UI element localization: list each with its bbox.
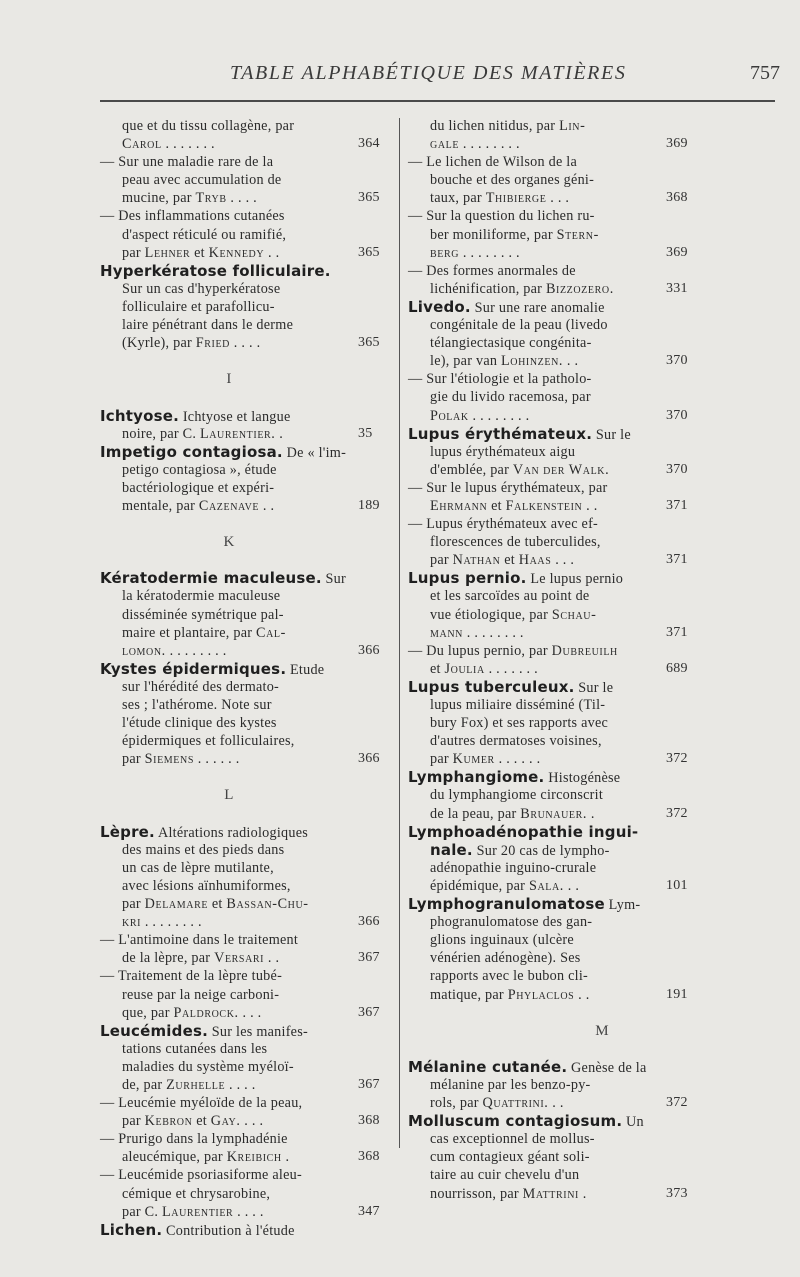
index-line bbox=[408, 1076, 796, 1094]
index-text: cémique et chrysarobine, bbox=[122, 1185, 271, 1202]
index-line bbox=[408, 624, 796, 642]
index-line bbox=[100, 461, 358, 479]
index-line bbox=[408, 660, 796, 678]
index-text: — Des inflammations cutanées bbox=[100, 208, 285, 225]
index-headword: Ichtyose. bbox=[100, 406, 180, 425]
index-text: lupus miliaire disséminé (Til- bbox=[430, 697, 606, 713]
index-line bbox=[100, 1130, 358, 1148]
index-line bbox=[100, 334, 380, 352]
index-line bbox=[100, 407, 358, 425]
index-page-number: 366 bbox=[358, 642, 380, 658]
index-text: bactériologique et expéri- bbox=[122, 479, 275, 496]
column-divider bbox=[399, 118, 400, 1148]
index-line bbox=[100, 877, 358, 895]
section-gap bbox=[100, 551, 358, 569]
index-headword: Kératodermie maculeuse. bbox=[100, 569, 322, 588]
index-headword: Livedo. bbox=[408, 297, 471, 316]
index-text: de, par Zurhelle . . . . bbox=[122, 1076, 256, 1093]
index-line bbox=[408, 931, 796, 949]
index-text: ber moniliforme, par Stern- bbox=[430, 226, 599, 243]
index-line bbox=[408, 443, 796, 461]
index-line bbox=[100, 443, 358, 461]
index-headword: Lupus érythémateux. bbox=[408, 424, 593, 443]
index-text: mann . . . . . . . . bbox=[430, 624, 524, 641]
index-page-number: 373 bbox=[666, 1185, 688, 1201]
index-page-number: 365 bbox=[358, 335, 380, 351]
index-text: rapports avec le bubon cli- bbox=[430, 968, 589, 985]
index-line bbox=[408, 207, 796, 225]
index-text: Sur les manifes- bbox=[207, 1023, 308, 1040]
index-line bbox=[408, 895, 796, 913]
index-line bbox=[100, 207, 358, 225]
index-page-number: 365 bbox=[358, 244, 380, 260]
index-line bbox=[100, 660, 358, 678]
index-text: par Kebron et Gay. . . . bbox=[122, 1113, 264, 1130]
index-line bbox=[408, 226, 796, 244]
index-line bbox=[408, 714, 796, 732]
index-line bbox=[408, 1185, 796, 1203]
index-text: disséminée symétrique pal- bbox=[122, 606, 284, 623]
index-line bbox=[100, 841, 358, 859]
index-text: — Traitement de la lèpre tubé- bbox=[100, 968, 283, 985]
index-text: laire pénétrant dans le derme bbox=[122, 317, 294, 334]
index-line bbox=[100, 189, 380, 207]
index-text: le), par van Lohinzen. . . bbox=[430, 353, 579, 370]
index-page-number: 368 bbox=[358, 1149, 380, 1165]
section-gap bbox=[100, 388, 358, 406]
index-text: et les sarcoïdes au point de bbox=[430, 588, 590, 605]
index-line bbox=[100, 986, 358, 1004]
index-line bbox=[100, 732, 358, 750]
index-text: taire au cuir chevelu d'un bbox=[430, 1167, 580, 1184]
index-headword: Lupus tuberculeux. bbox=[408, 677, 575, 696]
index-line bbox=[100, 280, 358, 298]
index-text: lupus érythémateux aigu bbox=[430, 443, 576, 460]
index-line bbox=[100, 696, 358, 714]
index-text: maladies du système myéloï- bbox=[122, 1058, 294, 1075]
index-line bbox=[408, 479, 796, 497]
index-text: Sur un cas d'hyperkératose bbox=[122, 280, 281, 297]
index-text: Carol . . . . . . . bbox=[122, 136, 215, 153]
index-line bbox=[100, 135, 380, 153]
index-text: Sur 20 cas de lympho- bbox=[472, 842, 610, 859]
index-line bbox=[100, 1185, 358, 1203]
index-text: kri . . . . . . . . bbox=[122, 914, 202, 931]
index-page-number: 370 bbox=[666, 353, 688, 369]
index-text: matique, par Phylaclos . . bbox=[430, 986, 590, 1003]
index-page-number: 368 bbox=[666, 190, 688, 206]
index-line bbox=[100, 153, 358, 171]
index-line bbox=[100, 642, 380, 660]
index-text: que, par Paldrock. . . . bbox=[122, 1004, 262, 1021]
index-line bbox=[100, 714, 358, 732]
index-text: — Sur une maladie rare de la bbox=[100, 154, 274, 171]
index-text: cum contagieux géant soli- bbox=[430, 1149, 590, 1166]
index-page-number: 367 bbox=[358, 1076, 380, 1092]
index-page-number: 372 bbox=[666, 1095, 688, 1111]
index-line bbox=[100, 895, 358, 913]
index-text: mélanine par les benzo-py- bbox=[430, 1076, 591, 1093]
index-line bbox=[100, 226, 358, 244]
section-letter: M bbox=[595, 1022, 609, 1039]
section-letter: K bbox=[223, 534, 235, 551]
index-headword: Lèpre. bbox=[100, 822, 155, 841]
index-line bbox=[408, 425, 796, 443]
section-letter: L bbox=[224, 787, 234, 804]
index-text: par Kumer . . . . . . bbox=[430, 751, 541, 768]
index-page-number: 366 bbox=[358, 914, 380, 930]
index-line bbox=[100, 425, 373, 443]
index-text: berg . . . . . . . . bbox=[430, 244, 520, 261]
index-line bbox=[100, 1094, 358, 1112]
index-text: Genèse de la bbox=[567, 1059, 647, 1076]
index-line bbox=[100, 931, 358, 949]
index-line bbox=[408, 967, 796, 985]
index-text: — Sur la question du lichen ru- bbox=[408, 208, 595, 225]
index-line bbox=[100, 1040, 358, 1058]
index-text: Sur bbox=[321, 571, 346, 588]
index-text: — Prurigo dans la lymphadénie bbox=[100, 1131, 288, 1148]
index-line bbox=[408, 388, 796, 406]
index-line bbox=[100, 1112, 380, 1130]
index-text: folliculaire et parafollicu- bbox=[122, 298, 275, 315]
index-page-number: 331 bbox=[666, 280, 688, 296]
index-text: mentale, par Cazenave . . bbox=[122, 497, 275, 514]
index-line bbox=[408, 606, 796, 624]
index-text: taux, par Thibierge . . . bbox=[430, 190, 570, 207]
index-text: — Lupus érythémateux avec ef- bbox=[408, 516, 599, 533]
index-line bbox=[408, 877, 796, 895]
index-text: reuse par la neige carboni- bbox=[122, 986, 280, 1003]
index-text: adénopathie inguino-crurale bbox=[430, 859, 597, 876]
index-headword: Mélanine cutanée. bbox=[408, 1057, 568, 1076]
index-text: noire, par C. Laurentier. . bbox=[122, 425, 284, 442]
index-text: phogranulomatose des gan- bbox=[430, 914, 593, 931]
index-text: épidémique, par Sala. . . bbox=[430, 877, 580, 894]
index-page-number: 35 bbox=[358, 425, 373, 441]
index-line bbox=[408, 1166, 796, 1184]
index-line bbox=[100, 587, 358, 605]
index-text: lichénification, par Bizzozero. bbox=[430, 280, 614, 297]
index-line bbox=[408, 859, 796, 877]
index-line bbox=[100, 1166, 358, 1184]
index-text: bury Fox) et ses rapports avec bbox=[430, 715, 609, 732]
index-line bbox=[100, 1058, 358, 1076]
index-line bbox=[408, 244, 796, 262]
index-line bbox=[408, 280, 796, 298]
index-headword: Lymphogranulomatose bbox=[408, 895, 605, 914]
index-line bbox=[408, 949, 796, 967]
index-headword: Lichen. bbox=[100, 1220, 163, 1239]
index-page-number: 371 bbox=[666, 497, 688, 513]
index-text: Etude bbox=[286, 661, 325, 678]
index-text: ses ; l'athérome. Note sur bbox=[122, 697, 272, 713]
header-rule bbox=[100, 100, 775, 102]
section-letter: I bbox=[226, 371, 232, 388]
index-line bbox=[408, 696, 796, 714]
index-line bbox=[100, 1004, 380, 1022]
index-text: télangiectasique congénita- bbox=[430, 335, 592, 352]
index-line bbox=[408, 515, 796, 533]
index-line bbox=[100, 678, 358, 696]
index-headword: nale. bbox=[430, 840, 473, 859]
index-text: mucine, par Tryb . . . . bbox=[122, 190, 257, 207]
index-text: par Siemens . . . . . . bbox=[122, 751, 240, 768]
index-text: par Nathan et Haas . . . bbox=[430, 552, 575, 569]
index-line bbox=[408, 316, 796, 334]
index-text: que et du tissu collagène, par bbox=[122, 118, 295, 134]
index-text: — L'antimoine dans le traitement bbox=[100, 932, 299, 949]
index-page-number: 371 bbox=[666, 552, 688, 568]
index-page-number: 347 bbox=[358, 1203, 380, 1219]
index-line bbox=[408, 1094, 796, 1112]
index-text: Ichtyose et langue bbox=[179, 408, 291, 425]
index-text: Un bbox=[622, 1114, 644, 1131]
index-text: — Leucémie myéloïde de la peau, bbox=[100, 1095, 303, 1112]
index-line bbox=[408, 189, 796, 207]
section-gap bbox=[408, 1004, 796, 1022]
index-line bbox=[408, 986, 796, 1004]
index-text: des mains et des pieds dans bbox=[122, 841, 285, 858]
index-text: par C. Laurentier . . . . bbox=[122, 1203, 264, 1220]
index-text: Sur une rare anomalie bbox=[470, 299, 605, 316]
index-text: Histogénèse bbox=[544, 770, 621, 787]
index-line bbox=[100, 1221, 358, 1239]
index-text: de la lèpre, par Versari . . bbox=[122, 950, 280, 967]
index-line bbox=[408, 153, 796, 171]
index-line bbox=[100, 244, 380, 262]
index-line bbox=[100, 479, 358, 497]
index-line bbox=[408, 1148, 796, 1166]
index-line bbox=[100, 913, 380, 931]
index-line bbox=[408, 497, 796, 515]
index-text: De « l'im- bbox=[282, 444, 347, 461]
index-page-number: 689 bbox=[666, 660, 688, 676]
index-line bbox=[408, 370, 796, 388]
index-line bbox=[408, 1112, 796, 1130]
index-line bbox=[100, 316, 358, 334]
index-text: cas exceptionnel de mollus- bbox=[430, 1131, 595, 1148]
index-text: — Leucémide psoriasiforme aleu- bbox=[100, 1167, 302, 1184]
index-text: par Delamare et Bassan-Chu- bbox=[122, 896, 309, 913]
index-line bbox=[408, 569, 796, 587]
index-line bbox=[100, 1203, 380, 1221]
index-line bbox=[100, 171, 358, 189]
index-text: vue étiologique, par Schau- bbox=[430, 606, 597, 623]
index-line bbox=[100, 859, 358, 877]
section-gap bbox=[100, 805, 358, 823]
index-line bbox=[408, 841, 796, 859]
index-text: un cas de lèpre mutilante, bbox=[122, 859, 274, 876]
index-page-number: 369 bbox=[666, 244, 688, 260]
index-headword: Lymphoadénopathie ingui- bbox=[408, 822, 639, 841]
index-text: maire et plantaire, par Cal- bbox=[122, 624, 286, 641]
index-text: avec lésions aïnhumiformes, bbox=[122, 877, 291, 894]
index-text: tations cutanées dans les bbox=[122, 1040, 268, 1057]
index-line bbox=[408, 407, 796, 425]
index-text: — Des formes anormales de bbox=[408, 262, 576, 279]
index-text: d'autres dermatoses voisines, bbox=[430, 733, 602, 750]
index-text: congénitale de la peau (livedo bbox=[430, 317, 608, 334]
index-headword: Impetigo contagiosa. bbox=[100, 442, 283, 461]
index-text: du lichen nitidus, par Lin- bbox=[430, 118, 586, 134]
index-line bbox=[408, 171, 796, 189]
index-line bbox=[408, 823, 796, 841]
index-line bbox=[408, 678, 796, 696]
index-text: — Sur l'étiologie et la patholo- bbox=[408, 371, 592, 388]
index-line bbox=[408, 135, 796, 153]
index-line bbox=[100, 624, 358, 642]
index-headword: Leucémides. bbox=[100, 1021, 208, 1040]
index-text: aleucémique, par Kreibich . bbox=[122, 1149, 290, 1166]
index-text: la kératodermie maculeuse bbox=[122, 588, 281, 605]
index-text: Sur le bbox=[574, 679, 614, 696]
index-text: — Sur le lupus érythémateux, par bbox=[408, 479, 608, 496]
section-gap bbox=[100, 515, 358, 533]
index-page-number: 191 bbox=[666, 986, 688, 1002]
index-text: d'emblée, par Van der Walk. bbox=[430, 461, 610, 478]
index-line bbox=[408, 750, 796, 768]
index-text: par Lehner et Kennedy . . bbox=[122, 244, 280, 261]
index-headword: Molluscum contagiosum. bbox=[408, 1112, 623, 1131]
index-line bbox=[408, 732, 796, 750]
index-line bbox=[100, 117, 358, 135]
index-line bbox=[100, 1022, 358, 1040]
index-page-number: 364 bbox=[358, 136, 380, 152]
index-line bbox=[408, 1130, 796, 1148]
index-line bbox=[408, 551, 796, 569]
index-text: (Kyrle), par Fried . . . . bbox=[122, 335, 261, 352]
index-text: d'aspect réticulé ou ramifié, bbox=[122, 226, 287, 243]
right-column bbox=[408, 117, 796, 1203]
index-line bbox=[408, 334, 796, 352]
index-line bbox=[408, 352, 796, 370]
index-line bbox=[100, 949, 380, 967]
index-page-number: 370 bbox=[666, 407, 688, 423]
index-text: — Le lichen de Wilson de la bbox=[408, 154, 578, 171]
index-line bbox=[100, 750, 380, 768]
index-line bbox=[100, 569, 358, 587]
index-page-number: 367 bbox=[358, 950, 380, 966]
index-text: Contribution à l'étude bbox=[162, 1222, 295, 1239]
index-line bbox=[100, 967, 358, 985]
index-text: nourrisson, par Mattrini . bbox=[430, 1185, 587, 1202]
index-text: du lymphangiome circonscrit bbox=[430, 787, 604, 804]
left-column bbox=[100, 117, 380, 1239]
index-page-number: 372 bbox=[666, 805, 688, 821]
index-text: florescences de tuberculides, bbox=[430, 534, 601, 551]
index-line bbox=[408, 913, 796, 931]
index-headword: Lupus pernio. bbox=[408, 569, 527, 588]
index-text: gie du livido racemosa, par bbox=[430, 389, 591, 406]
index-line bbox=[100, 497, 380, 515]
index-text: Le lupus pernio bbox=[526, 571, 624, 588]
running-title: TABLE ALPHABÉTIQUE DES MATIÈRES bbox=[230, 62, 627, 84]
index-text: bouche et des organes géni- bbox=[430, 172, 595, 189]
index-text: vénérien adénogène). Ses bbox=[430, 950, 581, 967]
index-page-number: 372 bbox=[666, 751, 688, 767]
index-text: de la peau, par Brunauer. . bbox=[430, 805, 595, 822]
index-line bbox=[408, 117, 796, 135]
index-line bbox=[408, 262, 796, 280]
index-page-number: 101 bbox=[666, 877, 688, 893]
index-line bbox=[408, 768, 796, 786]
index-text: — Du lupus pernio, par Dubreuilh bbox=[408, 642, 618, 659]
index-page-number: 370 bbox=[666, 461, 688, 477]
index-line bbox=[408, 642, 796, 660]
index-headword: Kystes épidermiques. bbox=[100, 659, 287, 678]
index-text: et Joulia . . . . . . . bbox=[430, 660, 538, 677]
index-line bbox=[408, 298, 796, 316]
index-text: Lym- bbox=[604, 897, 641, 914]
index-page-number: 371 bbox=[666, 624, 688, 640]
index-headword: Lymphangiome. bbox=[408, 768, 545, 787]
page-number: 757 bbox=[750, 62, 780, 84]
index-line bbox=[100, 1148, 380, 1166]
index-line bbox=[408, 533, 796, 551]
section-gap bbox=[100, 768, 358, 786]
index-text: Altérations radiologiques bbox=[154, 824, 309, 841]
index-line bbox=[100, 606, 358, 624]
index-line bbox=[100, 298, 358, 316]
index-page-number: 366 bbox=[358, 751, 380, 767]
index-text: Polak . . . . . . . . bbox=[430, 407, 530, 424]
section-gap bbox=[100, 352, 358, 370]
index-line bbox=[408, 805, 796, 823]
index-line bbox=[408, 461, 796, 479]
index-line bbox=[100, 1076, 380, 1094]
index-text: Ehrmann et Falkenstein . . bbox=[430, 497, 598, 514]
index-text: Sur le bbox=[592, 426, 631, 443]
index-page-number: 365 bbox=[358, 190, 380, 206]
index-text: rols, par Quattrini. . . bbox=[430, 1095, 564, 1112]
index-page-number: 367 bbox=[358, 1004, 380, 1020]
index-headword: Hyperkératose folliculaire. bbox=[100, 261, 331, 280]
section-gap bbox=[408, 1040, 796, 1058]
index-line bbox=[408, 786, 796, 804]
index-line bbox=[408, 1058, 796, 1076]
index-line bbox=[100, 823, 358, 841]
index-text: peau avec accumulation de bbox=[122, 172, 282, 189]
index-text: l'étude clinique des kystes bbox=[122, 715, 277, 732]
index-text: petigo contagiosa », étude bbox=[122, 461, 277, 478]
index-line bbox=[100, 262, 358, 280]
index-text: glions inguinaux (ulcère bbox=[430, 932, 574, 949]
index-text: gale . . . . . . . . bbox=[430, 136, 520, 153]
index-text: lomon. . . . . . . . . bbox=[122, 642, 227, 659]
index-text: épidermiques et folliculaires, bbox=[122, 733, 295, 750]
index-page-number: 369 bbox=[666, 136, 688, 152]
index-page-number: 368 bbox=[358, 1113, 380, 1129]
index-line bbox=[408, 587, 796, 605]
index-page-number: 189 bbox=[358, 497, 380, 513]
running-header bbox=[100, 62, 780, 98]
index-text: sur l'hérédité des dermato- bbox=[122, 678, 280, 695]
